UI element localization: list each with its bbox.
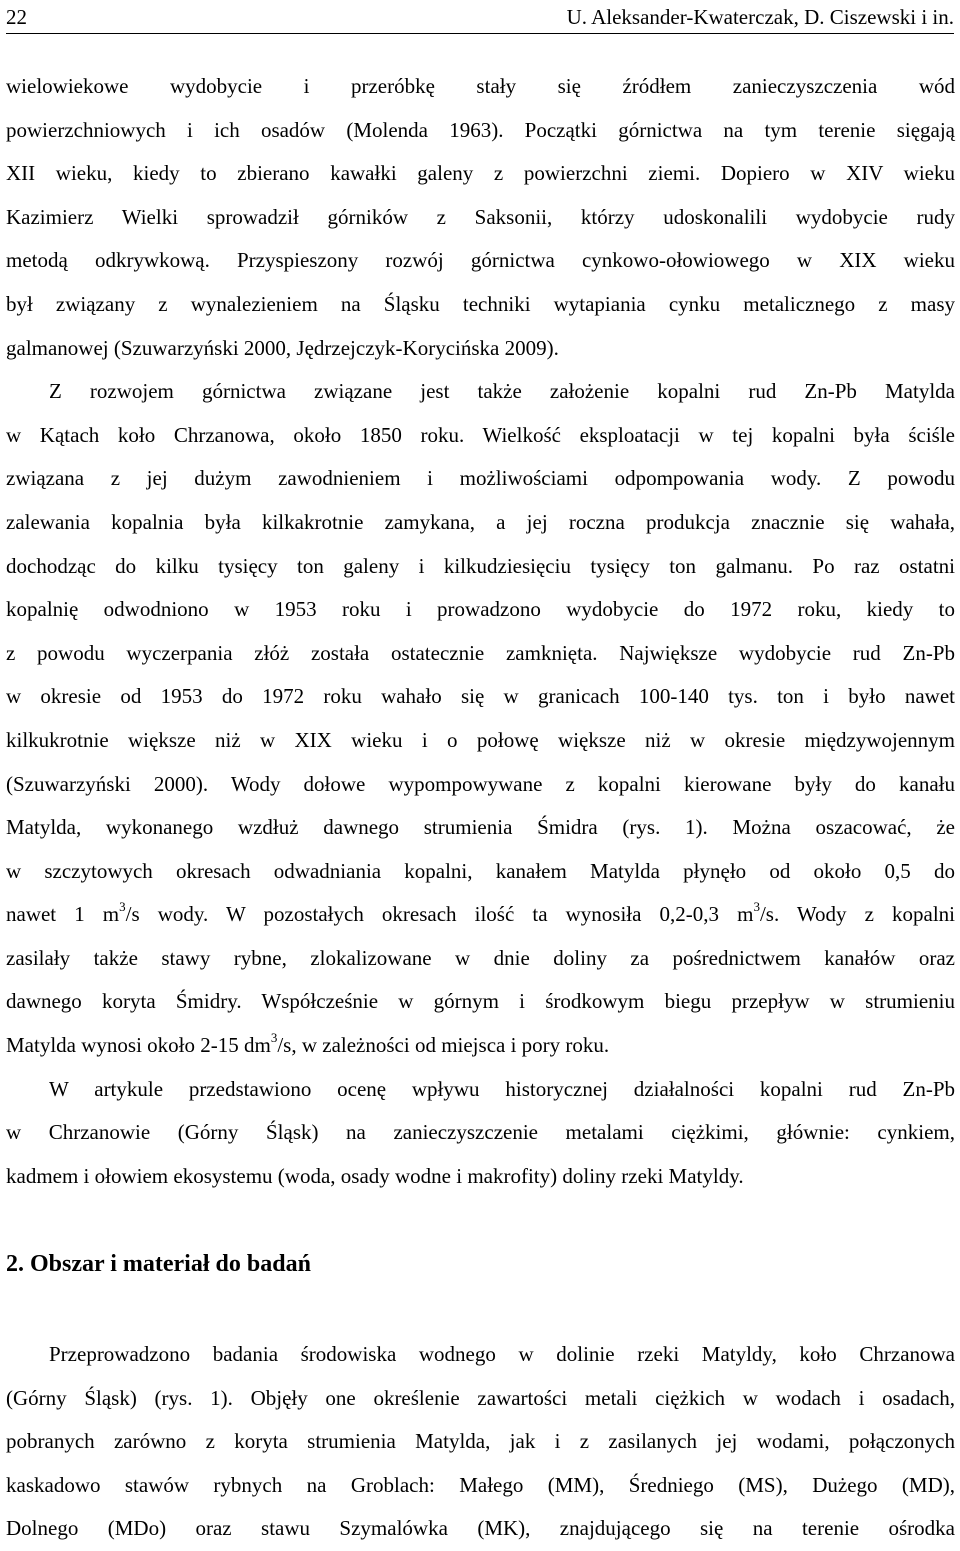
text-line-flow-rate (6, 1024, 955, 1068)
superscript: 3 (753, 899, 760, 915)
text-line: związana z jej dużym zawodnieniem i możliwościami odpompowania wody. Z powodu (6, 466, 955, 491)
text-line: W artykule przedstawiono ocenę wpływu historycznej działalności kopalni rud Zn-Pb (49, 1076, 955, 1101)
text-fragment: /s. Wody z kopalni (759, 902, 956, 927)
text-line: z powodu wyczerpania złóż została ostatecznie zamknięta. Największe wydobycie rud Zn-Pb (6, 640, 955, 665)
text-line: wielowiekowe wydobycie i przeróbkę stały się źródłem zanieczyszczenia wód (6, 74, 955, 98)
text-line: był związany z wynalezieniem na Śląsku techniki wytapiania cynku metalicznego z masy (6, 291, 955, 316)
page-number: 22 (6, 5, 27, 29)
text-fragment: Matylda wynosi około 2-15 dm (6, 1033, 271, 1058)
text-line: kilkukrotnie większe niż w XIX wieku i o połowę większe niż w okresie międzywojennym (6, 727, 955, 752)
text-line: w szczytowych okresach odwadniania kopalni, kanałem Matylda płynęło od około 0,5 do (6, 858, 955, 883)
text-line: XII wieku, kiedy to zbierano kawałki galeny z powierzchni ziemi. Dopiero w XIV wieku (6, 161, 955, 186)
text-line: kaskadowo stawów rybnych na Groblach: Małego (MM), Średniego (MS), Dużego (MD), (6, 1472, 955, 1497)
paragraph-study-area (6, 1333, 955, 1551)
text-line: w Chrzanowie (Górny Śląsk) na zanieczyszczenie metalami ciężkimi, głównie: cynkiem, (6, 1120, 955, 1145)
text-fragment: /s, w zależności od miejsca i pory roku. (277, 1033, 610, 1058)
running-head-authors: U. Aleksander-Kwaterczak, D. Ciszewski i in. (566, 5, 954, 29)
text-line: dochodząc do kilku tysięcy ton galeny i kilkudziesięciu tysięcy ton galmanu. Po raz ostatni (6, 553, 955, 578)
text-line: Kazimierz Wielki sprowadził górników z Saksonii, którzy udoskonalili wydobycie rudy (6, 204, 955, 229)
text-line: kopalnię odwodniono w 1953 roku i prowadzono wydobycie do 1972 roku, kiedy to (6, 597, 955, 622)
text-fragment: nawet 1 m (6, 902, 120, 927)
text-line: Z rozwojem górnictwa związane jest także założenie kopalni rud Zn-Pb Matylda (49, 379, 955, 404)
text-line: w okresie od 1953 do 1972 roku wahało się w granicach 100-140 tys. ton i było nawet (6, 684, 955, 709)
text-line-flow-rate (6, 893, 955, 937)
superscript: 3 (119, 899, 126, 915)
text-line: kadmem i ołowiem ekosystemu (woda, osady wodne i makrofity) doliny rzeki Matyldy. (6, 1163, 744, 1188)
text-line: w Kątach koło Chrzanowa, około 1850 roku. Wielkość eksploatacji w tej kopalni była ściśle (6, 422, 955, 447)
text-line: (Szuwarzyński 2000). Wody dołowe wypompowywane z kopalni kierowane były do kanału (6, 771, 955, 796)
text-line: Matylda, wykonanego wzdłuż dawnego strumienia Śmidra (rys. 1). Można oszacować, że (6, 815, 955, 840)
text-fragment: /s wody. W pozostałych okresach ilość ta wynosiła 0,2-0,3 m (125, 902, 754, 927)
running-header (6, 3, 954, 34)
text-line: metodą odkrywkową. Przyspieszony rozwój górnictwa cynkowo-ołowiowego w XIX wieku (6, 248, 955, 273)
text-line: (Górny Śląsk) (rys. 1). Objęły one określenie zawartości metali ciężkich w wodach i osadach, (6, 1385, 955, 1410)
text-line: zasilały także stawy rybne, zlokalizowane w dnie doliny za pośrednictwem kanałów oraz (6, 945, 955, 970)
text-line: zalewania kopalnia była kilkakrotnie zamykana, a jej roczna produkcja znacznie się wahała, (6, 509, 955, 534)
text-line: dawnego koryta Śmidry. Współcześnie w górnym i środkowym biegu przepływ w strumieniu (6, 989, 955, 1014)
section-heading: 2. Obszar i materiał do badań (6, 1251, 311, 1277)
superscript: 3 (270, 1030, 278, 1046)
text-line: galmanowej (Szuwarzyński 2000, Jędrzejczyk-Korycińska 2009). (6, 335, 559, 360)
text-line: Dolnego (MDo) oraz stawu Szymalówka (MK), znajdującego się na terenie ośrodka (6, 1516, 955, 1541)
text-line: pobranych zarówno z koryta strumienia Matylda, jak i z zasilanych jej wodami, połączonych (6, 1429, 955, 1454)
text-line: powierzchniowych i ich osadów (Molenda 1963). Początki górnictwa na tym terenie sięgają (6, 117, 955, 142)
text-line: Przeprowadzono badania środowiska wodnego w dolinie rzeki Matyldy, koło Chrzanowa (49, 1342, 955, 1366)
paragraph-mining-history (6, 65, 955, 1198)
